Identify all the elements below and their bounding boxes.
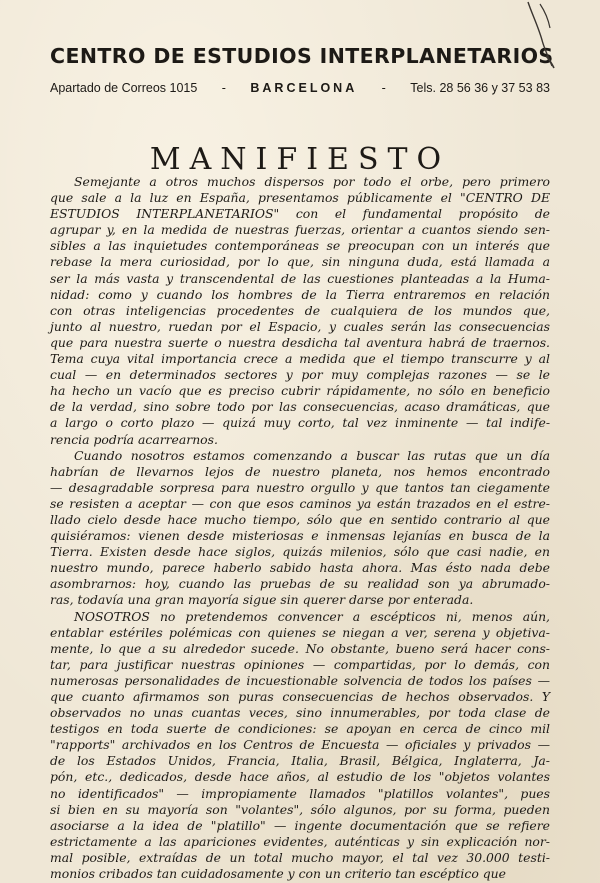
- text-line: testigos en toda suerte de condiciones: se apoyan en cerca de cinco mil: [50, 721, 550, 737]
- text-line: ESTUDIOS INTERPLANETARIOS" con el fundamental propósito de: [50, 206, 550, 222]
- text-line: nuestro mundo, parece haberlo sabido hasta ahora. Mas ésto nada debe: [50, 560, 550, 576]
- text-line: no identificados" — impropiamente llamados "platillos volantes", pues: [50, 785, 550, 801]
- postal-address: Apartado de Correos 1015: [50, 81, 198, 95]
- text-line: sibles a las inquietudes contemporáneas se preocupan con un interés que: [50, 238, 550, 254]
- text-line: asombrarnos: hoy, cuando las pruebas de su realidad son ya abrumado-: [50, 576, 550, 592]
- text-line: ser la más vasta y transcendental de las cuestiones planteadas a la Huma-: [50, 270, 550, 286]
- manifesto-body: [50, 174, 550, 882]
- text-line: observados no unas cuantas veces, sino innumerables, por toda clase de: [50, 705, 550, 721]
- text-line: numerosas personalidades de incuestionable solvencia de todos los países —: [50, 672, 550, 688]
- text-line: ras, todavía una gran mayoría sigue sin querer darse por enterada.: [50, 592, 474, 608]
- text-line: mente, lo que a su alrededor sucede. No obstante, bueno será hacer cons-: [50, 640, 550, 656]
- text-line: — desagradable sorpresa para nuestro orgullo y que tantos tan ciegamente: [50, 479, 550, 495]
- text-line: monios cribados tan cuidadosamente y con un criterio tan escéptico que: [50, 866, 506, 882]
- text-line: rebase la mera curiosidad, por lo que, sin ninguna duda, está llamada a: [50, 254, 550, 270]
- text-line: Tema cuya vital importancia crece a medida que el tiempo transcurre y al: [50, 351, 550, 367]
- document-title: MANIFIESTO: [149, 142, 451, 177]
- text-line: NOSOTROS no pretendemos convencer a escépticos ni, menos aún,: [74, 608, 550, 624]
- text-line: habrían de llevarnos lejos de nuestro planeta, nos hemos encontrado: [50, 463, 550, 479]
- text-line: que sale a la luz en España, presentamos públicamente el "CENTRO DE: [50, 190, 550, 206]
- separator: -: [381, 81, 386, 95]
- address-line: [50, 81, 550, 95]
- paragraph: [50, 174, 550, 448]
- phone-numbers: Tels. 28 56 36 y 37 53 83: [410, 81, 550, 95]
- text-line: que para nuestra suerte o nuestra desdicha tal aventura habrá de traernos.: [50, 334, 550, 350]
- text-line: pón, etc., dedicados, desde hace años, al estudio de los "objetos volantes: [50, 769, 550, 785]
- text-line: estrictamente a las apariciones evidentes, auténticas y sin explicación nor-: [50, 833, 550, 849]
- text-line: ha hecho un vacío que es preciso cubrir rápidamente, no sólo en beneficio: [50, 383, 550, 399]
- text-line: Tierra. Existen desde hace siglos, quizás milenios, sólo que casi nadie, en: [50, 544, 550, 560]
- text-line: quisiéramos: vienen desde misteriosas e inmensas lejanías en busca de la: [50, 528, 550, 544]
- text-line: cual — en determinados sectores y por muy complejas razones — se le: [50, 367, 550, 383]
- text-line: si bien en su mayoría son "volantes", sólo algunos, por su forma, pueden: [50, 801, 550, 817]
- paragraph: [50, 609, 550, 883]
- text-line: rencia podría acarrearnos.: [50, 431, 218, 447]
- text-line: junto al nuestro, ruedan por el Espacio, y cuales serán las consecuencias: [50, 318, 550, 334]
- text-line: Semejante a otros muchos dispersos por todo el orbe, pero primero: [74, 174, 550, 189]
- text-line: entablar estériles polémicas con quienes se niegan a ver, serena y objetiva-: [50, 624, 550, 640]
- text-line: de los Estados Unidos, Francia, Italia, Brasil, Bélgica, Inglaterra, Ja-: [50, 753, 550, 769]
- text-line: asociarse a la idea de "platillo" — ingente documentación que se refiere: [50, 817, 550, 833]
- text-line: Cuando nosotros estamos comenzando a buscar las rutas que un día: [74, 447, 550, 463]
- separator: -: [221, 81, 226, 95]
- text-line: que cuanto afirmamos son puras consecuencias de hechos observados. Y: [50, 689, 550, 704]
- paragraph: [50, 448, 550, 609]
- organization-name: CENTRO DE ESTUDIOS INTERPLANETARIOS: [50, 44, 554, 68]
- text-line: con otras inteligencias procedentes de cualquiera de los mundos que,: [50, 302, 550, 318]
- city: BARCELONA: [250, 81, 358, 95]
- text-line: a largo o corto plazo — quizá muy corto, tal vez inminente — tal indife-: [50, 415, 550, 431]
- text-line: se resisten a aceptar — con que esos caminos ya están trazados en el estre-: [50, 495, 550, 511]
- pen-mark-icon: [510, 0, 570, 70]
- text-line: "rapports" archivados en los Centros de Encuesta — oficiales y privados —: [50, 737, 550, 753]
- text-line: nidad: como y cuando los hombres de la Tierra entraremos en relación: [50, 286, 550, 302]
- text-line: mal posible, extraídas de un total mucho mayor, el tal vez 30.000 testi-: [50, 849, 550, 865]
- text-line: agrupar y, en la medida de nuestras fuerzas, orientar a cuantos siendo sen-: [50, 222, 550, 238]
- text-line: llado cielo desde hace mucho tiempo, sólo que en sentido contrario al que: [50, 511, 550, 527]
- text-line: de la verdad, sino sobre todo por las consecuencias, acaso dramáticas, que: [50, 399, 550, 415]
- text-line: tar, para justificar nuestras opiniones — compartidas, por lo demás, con: [50, 656, 550, 672]
